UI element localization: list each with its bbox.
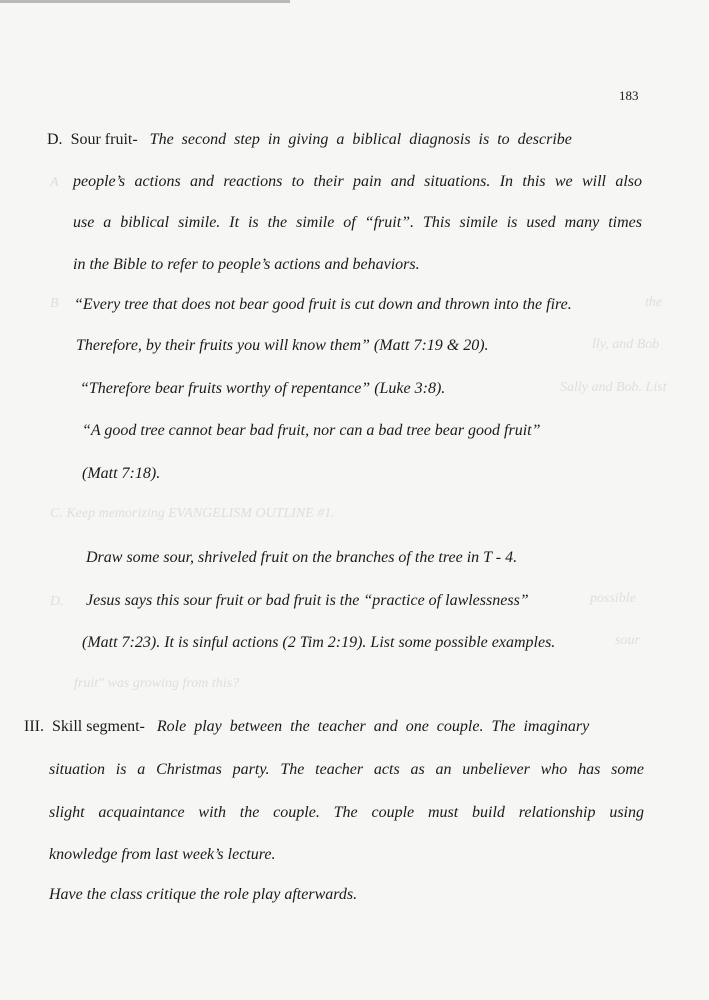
bleed-through-text: C. Keep memorizing EVANGELISM OUTLINE #1. xyxy=(50,506,335,521)
section-iii-text: situation is a Christmas party. The teacher acts as an unbeliever who has some xyxy=(49,761,644,778)
bleed-through-text: D. xyxy=(50,594,64,609)
section-d-heading: Sour fruit- xyxy=(70,131,138,148)
bleed-through-text: sour xyxy=(615,633,640,648)
page-number: 183 xyxy=(619,88,639,103)
section-d-first-line xyxy=(47,131,642,149)
section-d-label: D. xyxy=(47,131,63,148)
instruction-text: (Matt 7:23). It is sinful actions (2 Tim 2:19). List some possible examples. xyxy=(82,634,556,651)
section-d-text: use a biblical simile. It is the simile of “fruit”. This simile is used many times xyxy=(73,214,642,231)
bleed-through-text: the xyxy=(645,295,663,310)
instruction-text: Jesus says this sour fruit or bad fruit is the “practice of lawlessness” xyxy=(86,592,529,609)
scripture-quote: “Every tree that does not bear good fruit is cut down and thrown into the fire. xyxy=(74,296,572,313)
section-d-text: people’s actions and reactions to their pain and situations. In this we will also xyxy=(73,173,642,190)
bleed-through-text: possible xyxy=(590,591,636,606)
section-iii-text: Role play between the teacher and one couple. The imaginary xyxy=(156,718,590,735)
bleed-through-text: Sally and Bob. List xyxy=(560,380,667,395)
bleed-through-text: fruit" was growing from this? xyxy=(74,676,240,691)
scripture-quote: Therefore, by their fruits you will know them” (Matt 7:19 & 20). xyxy=(76,337,489,354)
instruction-text: Draw some sour, shriveled fruit on the branches of the tree in T - 4. xyxy=(86,549,518,566)
section-iii-first-line xyxy=(24,718,644,736)
section-d-text: in the Bible to refer to people’s actions and behaviors. xyxy=(73,256,420,273)
section-d-text: The second step in giving a biblical diagnosis is to describe xyxy=(149,131,572,148)
section-iii-label: III. xyxy=(24,718,44,735)
scripture-quote: “A good tree cannot bear bad fruit, nor can a bad tree bear good fruit” xyxy=(82,422,541,439)
bleed-through-text: A xyxy=(50,175,59,190)
scan-edge-line xyxy=(0,0,290,3)
section-iii-text: Have the class critique the role play afterwards. xyxy=(49,886,358,903)
scripture-quote: “Therefore bear fruits worthy of repentance” (Luke 3:8). xyxy=(80,380,446,397)
bleed-through-text: B xyxy=(50,296,59,311)
section-iii-text: slight acquaintance with the couple. The couple must build relationship using xyxy=(49,804,644,821)
scripture-quote: (Matt 7:18). xyxy=(82,465,161,482)
bleed-through-text: lly, and Bob xyxy=(592,337,660,352)
section-iii-heading: Skill segment- xyxy=(51,718,145,735)
section-iii-text: knowledge from last week’s lecture. xyxy=(49,846,276,863)
